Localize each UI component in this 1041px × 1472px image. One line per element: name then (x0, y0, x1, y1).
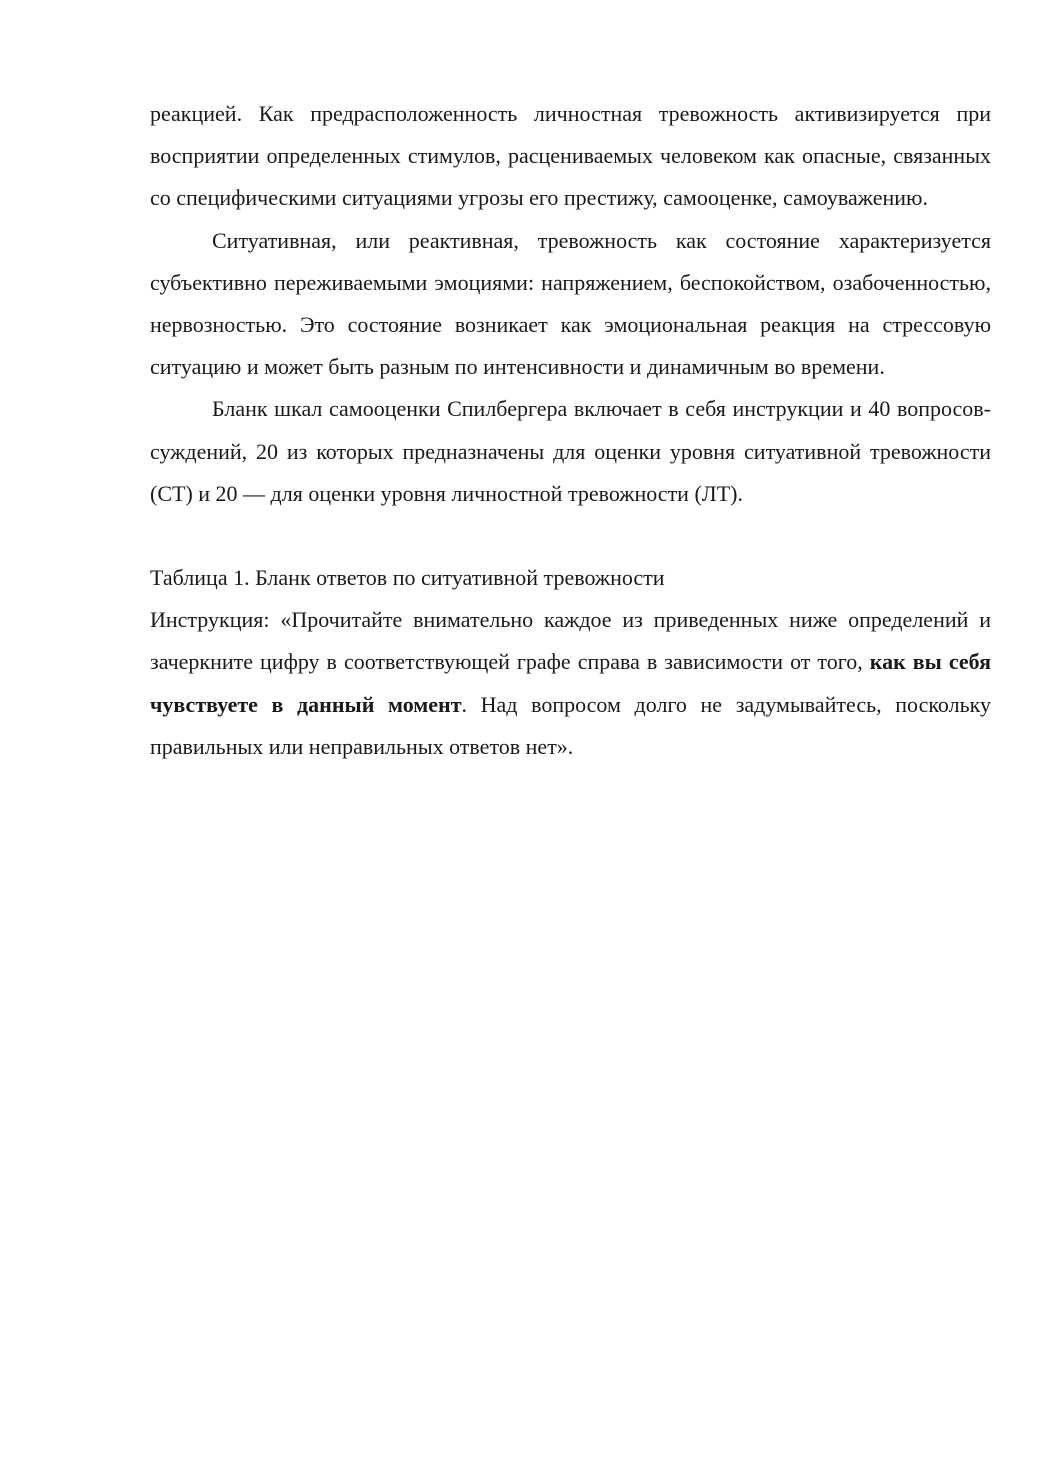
table-caption: Таблица 1. Бланк ответов по ситуативной тревожности (150, 565, 665, 591)
paragraph-situational-anxiety: Ситуативная, или реактивная, тревожность как состояние характеризуется субъективно переживаемыми эмоциями: напряжением, беспокойством, озабоченностью, нервозностью. Это состояние возникает как эмоциональная реакция на стрессовую ситуацию и может быть разным по интенсивности и динамичным во времени. (150, 227, 991, 380)
instruction-paragraph (150, 599, 991, 768)
instruction-emphasis: как вы себя чувствуете в данный момент (150, 649, 991, 717)
paragraph-spielberger-scale: Бланк шкал самооценки Спилбергера включает в себя инструкции и 40 вопросов-суждений, 20 из которых предназначены для оценки уровня ситуативной тревожности (СТ) и 20 — для оценки уровня личностной тревожности (ЛТ). (150, 396, 991, 506)
instruction-text-start: Инструкция: «Прочитайте внимательно каждое из приведенных ниже определений и зачеркните цифру в соответствующей графе справа в зависимости от того, (150, 607, 991, 675)
paragraph-anxiety-predisposition: реакцией. Как предрасположенность личностная тревожность активизируется при восприятии определенных стимулов, расцениваемых человеком как опасные, связанных со специфическими ситуациями угрозы его престижу, самооценке, самоуважению. (150, 101, 991, 211)
document-page (150, 93, 991, 768)
instruction-text-end: . Над вопросом долго не задумывайтесь, поскольку правильных или неправильных ответов нет». (150, 691, 992, 759)
